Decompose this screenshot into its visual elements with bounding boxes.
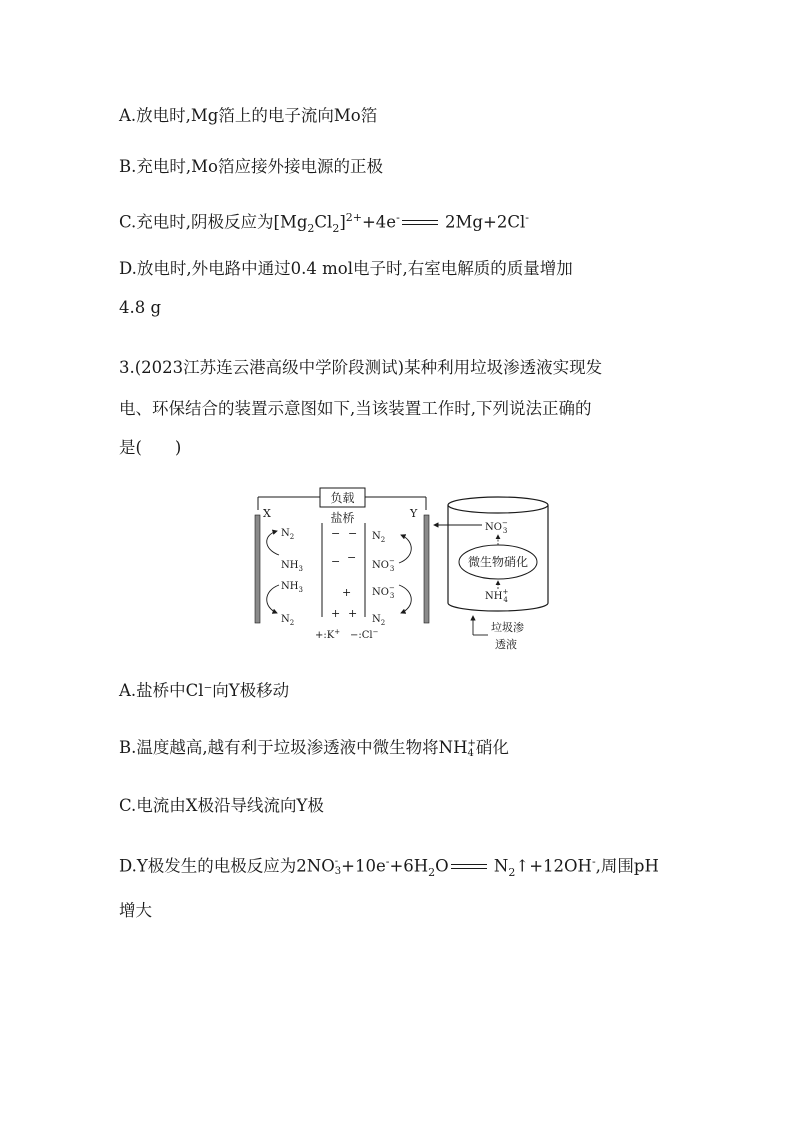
k-ion-sup: +: [334, 628, 341, 636]
bridge-minus-4: −: [347, 551, 357, 564]
q3-stem-line1: [119, 357, 602, 379]
species-no3-y-lower: [372, 584, 395, 600]
q3-option-c: C.电流由X极沿导线流向Y极: [119, 796, 324, 815]
nh4-tank-nh: NH: [485, 591, 503, 602]
no3-y-upper-no: NO: [372, 560, 389, 571]
q3-option-b-post: 硝化: [475, 738, 509, 757]
species-n2-x-top: [281, 528, 294, 541]
q2-option-b: B.充电时,Mo箔应接外接电源的正极: [119, 157, 383, 176]
q3-option-d-water-o: O: [435, 856, 449, 876]
n2-y-top-sub: 2: [380, 536, 386, 544]
bridge-plus-3: +: [348, 607, 358, 620]
q2-option-d-line1: D.放电时,外电路中通过0.4 mol电子时,右室电解质的质量增加: [119, 259, 573, 278]
microbe-label: 微生物硝化: [467, 555, 529, 569]
bridge-minus-2: −: [348, 527, 358, 540]
waste-liquid-label-2: 透液: [495, 638, 517, 651]
arrow-x-upper: [267, 531, 279, 555]
q3-option-d-water-sub: 2: [428, 865, 436, 879]
q3-option-d-line2: 增大: [119, 901, 152, 920]
nh3-x-bottom-nh: NH: [281, 581, 299, 592]
q2-option-a: A.放电时,Mg箔上的电子流向Mo箔: [119, 106, 378, 125]
q3-number: 3.(2023: [119, 358, 184, 377]
no3-tank-sup: −: [501, 519, 508, 527]
bridge-plus-2: +: [331, 607, 341, 620]
q3-option-d-line1: [119, 851, 659, 884]
cl-ion-text: −:Cl: [350, 630, 373, 641]
q3-option-d-water-h: +6H: [389, 856, 429, 876]
q3-option-b-sup: +: [467, 737, 476, 749]
q2-option-c-bracket: ]: [339, 212, 346, 232]
species-n2-y-bottom: [372, 614, 385, 627]
k-ion-legend: [315, 628, 340, 641]
species-no3-tank: [485, 519, 508, 535]
q3-option-d-n-sub: 2: [508, 865, 516, 879]
n2-x-bottom-sub: 2: [289, 619, 295, 627]
no3-tank-no: NO: [485, 522, 502, 533]
q3-option-b-nh: NH: [438, 738, 468, 757]
q3-option-a: A.盐桥中Cl⁻向Y极移动: [119, 681, 290, 700]
q2-option-c-sub2: 2: [332, 221, 340, 235]
q3-stem-line2: 电、环保结合的装置示意图如下,当该装置工作时,下列说法正确的: [119, 399, 592, 418]
nh3-x-bottom-sub: 3: [298, 586, 303, 594]
nh3-x-top-sub: 3: [298, 565, 303, 573]
species-n2-x-bottom: [281, 614, 294, 627]
q2-option-c-sub1: 2: [307, 221, 315, 235]
q2-option-c-e-charge: -: [396, 211, 400, 224]
q2-option-c-text: C.充电时,阴极反应为[Mg: [119, 212, 308, 232]
q3-option-b-sub: 4: [467, 747, 474, 759]
q3-option-b-ion: [467, 739, 475, 759]
n2-y-top-n: N: [372, 531, 381, 542]
q3-option-d-e-charge: -: [385, 855, 390, 868]
nh4-tank-sub: 4: [503, 596, 508, 604]
arrow-y-lower: [399, 585, 411, 613]
tank-top: [448, 497, 548, 513]
electrode-y: [424, 515, 429, 623]
cl-ion-sup: −: [372, 628, 379, 636]
q2-option-c: [119, 207, 529, 240]
bridge-minus-3: −: [331, 555, 341, 568]
no3-tank-sub: 3: [502, 527, 508, 535]
gas-up-arrow-icon: ↑: [515, 856, 530, 876]
salt-bridge-label: 盐桥: [330, 511, 355, 525]
q3-option-d-sub: 3: [334, 866, 342, 877]
n2-y-bottom-n: N: [372, 614, 381, 625]
q2-option-c-cl: Cl: [314, 212, 333, 232]
species-n2-y-top: [372, 531, 385, 544]
species-nh3-x-top: [281, 560, 303, 573]
q3-option-d-tail: ,周围pH: [595, 856, 659, 876]
n2-y-bottom-sub: 2: [380, 619, 386, 627]
electrode-x: [255, 515, 260, 623]
q2-option-c-cl-charge: -: [525, 211, 529, 224]
bridge-plus-1: +: [342, 586, 352, 599]
electrode-x-label: X: [263, 507, 271, 520]
q3-option-d-sup: -: [334, 856, 339, 867]
q3-option-b-text: B.温度越高,越有利于垃圾渗透液中微生物将: [119, 738, 439, 757]
q3-option-d-text: D.Y极发生的电极反应为2NO: [119, 856, 335, 876]
nh4-tank-sup: +: [502, 588, 509, 596]
q2-option-d-line2: 4.8 g: [119, 298, 162, 317]
q2-option-c-products: 2Mg+2Cl: [439, 212, 526, 232]
nh3-x-top-nh: NH: [281, 560, 299, 571]
cell-diagram: [251, 485, 561, 655]
q3-option-d-oh-charge: -: [591, 855, 596, 868]
q3-option-d-electrons: +10e: [341, 856, 386, 876]
no3-y-lower-sup: −: [388, 584, 395, 592]
n2-x-top-n: N: [281, 528, 290, 539]
load-label: 负载: [330, 491, 355, 505]
cl-ion-legend: [350, 628, 379, 641]
no3-y-lower-no: NO: [372, 587, 389, 598]
n2-x-top-sub: 2: [289, 533, 295, 541]
q2-option-c-electrons: +4e: [361, 212, 397, 232]
arrow-y-upper: [399, 535, 411, 563]
no3-y-upper-sup: −: [388, 557, 395, 565]
k-ion-text: +:K: [315, 630, 335, 641]
equals-sign-icon: [400, 218, 440, 228]
electrode-y-label: Y: [410, 507, 418, 520]
q3-option-d-n: N: [488, 856, 509, 876]
q3-source: 江苏连云港高级中学阶段测试): [183, 358, 405, 377]
q3-stem-line3: 是( ): [119, 438, 182, 457]
species-nh3-x-bottom: [281, 581, 303, 594]
no3-y-upper-sub: 3: [389, 565, 395, 573]
arrow-x-lower: [267, 585, 279, 613]
q3-option-b: [119, 737, 509, 759]
q3-stem-text: 某种利用垃圾渗透液实现发: [404, 358, 603, 377]
bridge-minus-1: −: [331, 527, 341, 540]
species-nh4-tank: [485, 588, 508, 604]
equals-sign-icon-2: [449, 862, 489, 872]
no3-y-lower-sub: 3: [389, 592, 395, 600]
species-no3-y-upper: [372, 557, 395, 573]
n2-x-bottom-n: N: [281, 614, 290, 625]
q3-option-d-oh: +12OH: [529, 856, 592, 876]
waste-liquid-label-1: 垃圾渗: [491, 621, 524, 634]
q2-option-c-charge: 2+: [345, 211, 362, 224]
